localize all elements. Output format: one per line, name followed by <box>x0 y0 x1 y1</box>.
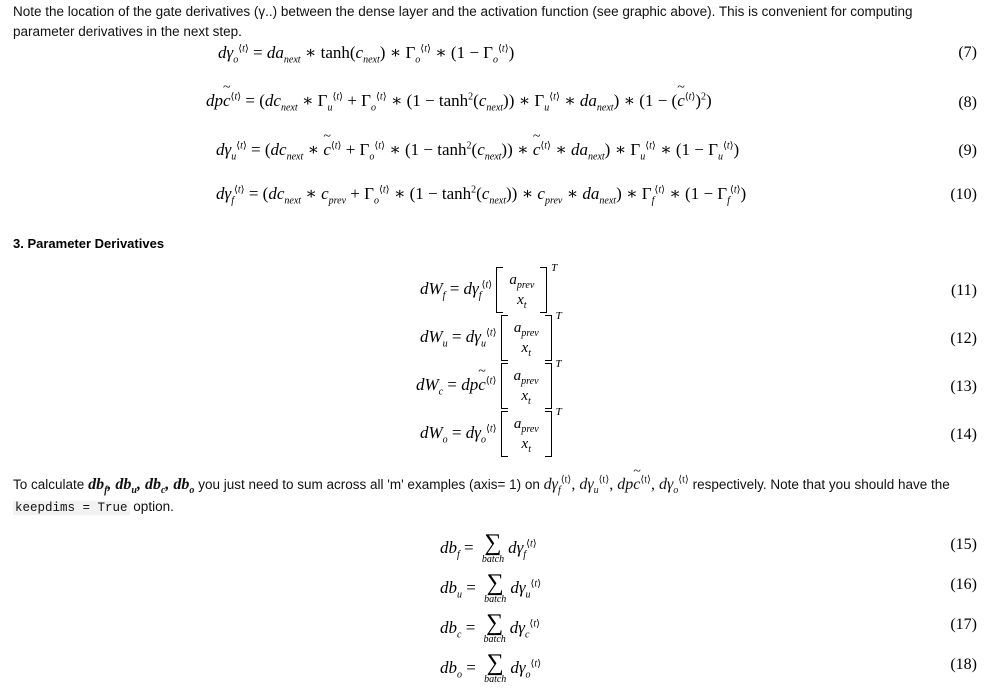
equation-8: dp~ $c^{⟨t⟩} = (dc_{next}$ ∗ $\Gamma_u^{⟨t⟩} + \Gamma_o^{⟨t⟩}$ ∗ $(1 - \tanh^2(c_{next}))$ ∗ $\Gamma_u^{⟨t⟩}$ ∗ $da_{next}$) ∗ (1 − (~ $c^{⟨t⟩})^2$) <box>206 90 712 112</box>
bias-paragraph: To calculate $db_f$, $db_u$, $db_c$, $db_o$ you just need to sum across all 'm' examples (axis= 1) on $d\gamma_f^{⟨t⟩}$, $d\gamma_u^{⟨t⟩}$, dp~ $c^{⟨t⟩}$, $d\gamma_o^{⟨t⟩}$ respectively. Note that you should have the keepdims = True option. <box>13 474 978 519</box>
equation-14: $dW_o = d\gamma_o^{⟨t⟩}$ $a_{prev}$ $x_t$ T <box>420 406 562 455</box>
equation-number: (12) <box>950 330 977 347</box>
bias-text-before: To calculate <box>13 477 85 492</box>
equation-12: $dW_u = d\gamma_u^{⟨t⟩}$ $a_{prev}$ $x_t$ T <box>420 310 562 359</box>
bias-text-end: option. <box>133 499 174 514</box>
equation-18: $db_o$ = ∑ batch $d\gamma_o^{⟨t⟩}$ <box>440 650 542 685</box>
bias-text-after: respectively. Note that you should have the <box>692 477 950 492</box>
equation-number: (17) <box>950 616 977 633</box>
equation-number: (11) <box>950 282 977 299</box>
equation-number: (13) <box>950 378 977 395</box>
equation-number: (14) <box>950 426 977 443</box>
equation-number: (15) <box>950 536 977 553</box>
equation-number: (10) <box>950 186 977 203</box>
equation-number: (8) <box>958 94 977 111</box>
equation-number: (9) <box>958 142 977 159</box>
equation-7: $d\gamma_o^{⟨t⟩} = da_{next}$ ∗ $\tanh(c_{next})$ ∗ $\Gamma_o^{⟨t⟩}$ ∗ $(1 - \Gamma_o^{⟨t⟩})$ <box>218 43 515 66</box>
intro-paragraph: Note the location of the gate derivatives (γ..) between the dense layer and the activation function (see graphic above). This is convenient for computing parameter derivatives in the next step. <box>13 4 913 39</box>
equation-16: $db_u$ = ∑ batch $d\gamma_u^{⟨t⟩}$ <box>440 570 542 605</box>
equation-15: $db_f$ = ∑ batch $d\gamma_f^{⟨t⟩}$ <box>440 530 537 565</box>
equation-9: $d\gamma_u^{⟨t⟩} = (dc_{next}$ ∗ ~ $c^{⟨t⟩} + \Gamma_o^{⟨t⟩}$ ∗ $(1 - \tanh^2(c_{next}))$ ∗ ~ $c^{⟨t⟩}$ ∗ $da_{next}$) ∗ $\Gamma_u^{⟨t⟩}$ ∗ $(1 - \Gamma_u^{⟨t⟩})$ <box>216 139 739 161</box>
keepdims-code: keepdims = True <box>15 501 128 515</box>
bias-text-middle: you just need to sum across all 'm' examples (axis= 1) on <box>198 477 540 492</box>
equation-number: (18) <box>950 656 977 673</box>
equation-number: (16) <box>950 576 977 593</box>
section-heading: 3. Parameter Derivatives <box>13 236 165 251</box>
equation-17: $db_c$ = ∑ batch $d\gamma_c^{⟨t⟩}$ <box>440 610 541 645</box>
equation-13: $dW_c$ = dp~ $c^{⟨t⟩}$ $a_{prev}$ $x_t$ T <box>416 363 552 409</box>
equation-number: (7) <box>958 44 977 61</box>
equation-11: $dW_f = d\gamma_f^{⟨t⟩}$ $a_{prev}$ $x_t$ T <box>420 262 558 311</box>
equation-10: $d\gamma_f^{⟨t⟩} = (dc_{next}$ ∗ $c_{prev} + \Gamma_o^{⟨t⟩}$ ∗ $(1 - \tanh^2(c_{next}))$ ∗ $c_{prev}$ ∗ $da_{next}$) ∗ $\Gamma_f^{⟨t⟩}$ ∗ $(1 - \Gamma_f^{⟨t⟩})$ <box>216 184 747 207</box>
